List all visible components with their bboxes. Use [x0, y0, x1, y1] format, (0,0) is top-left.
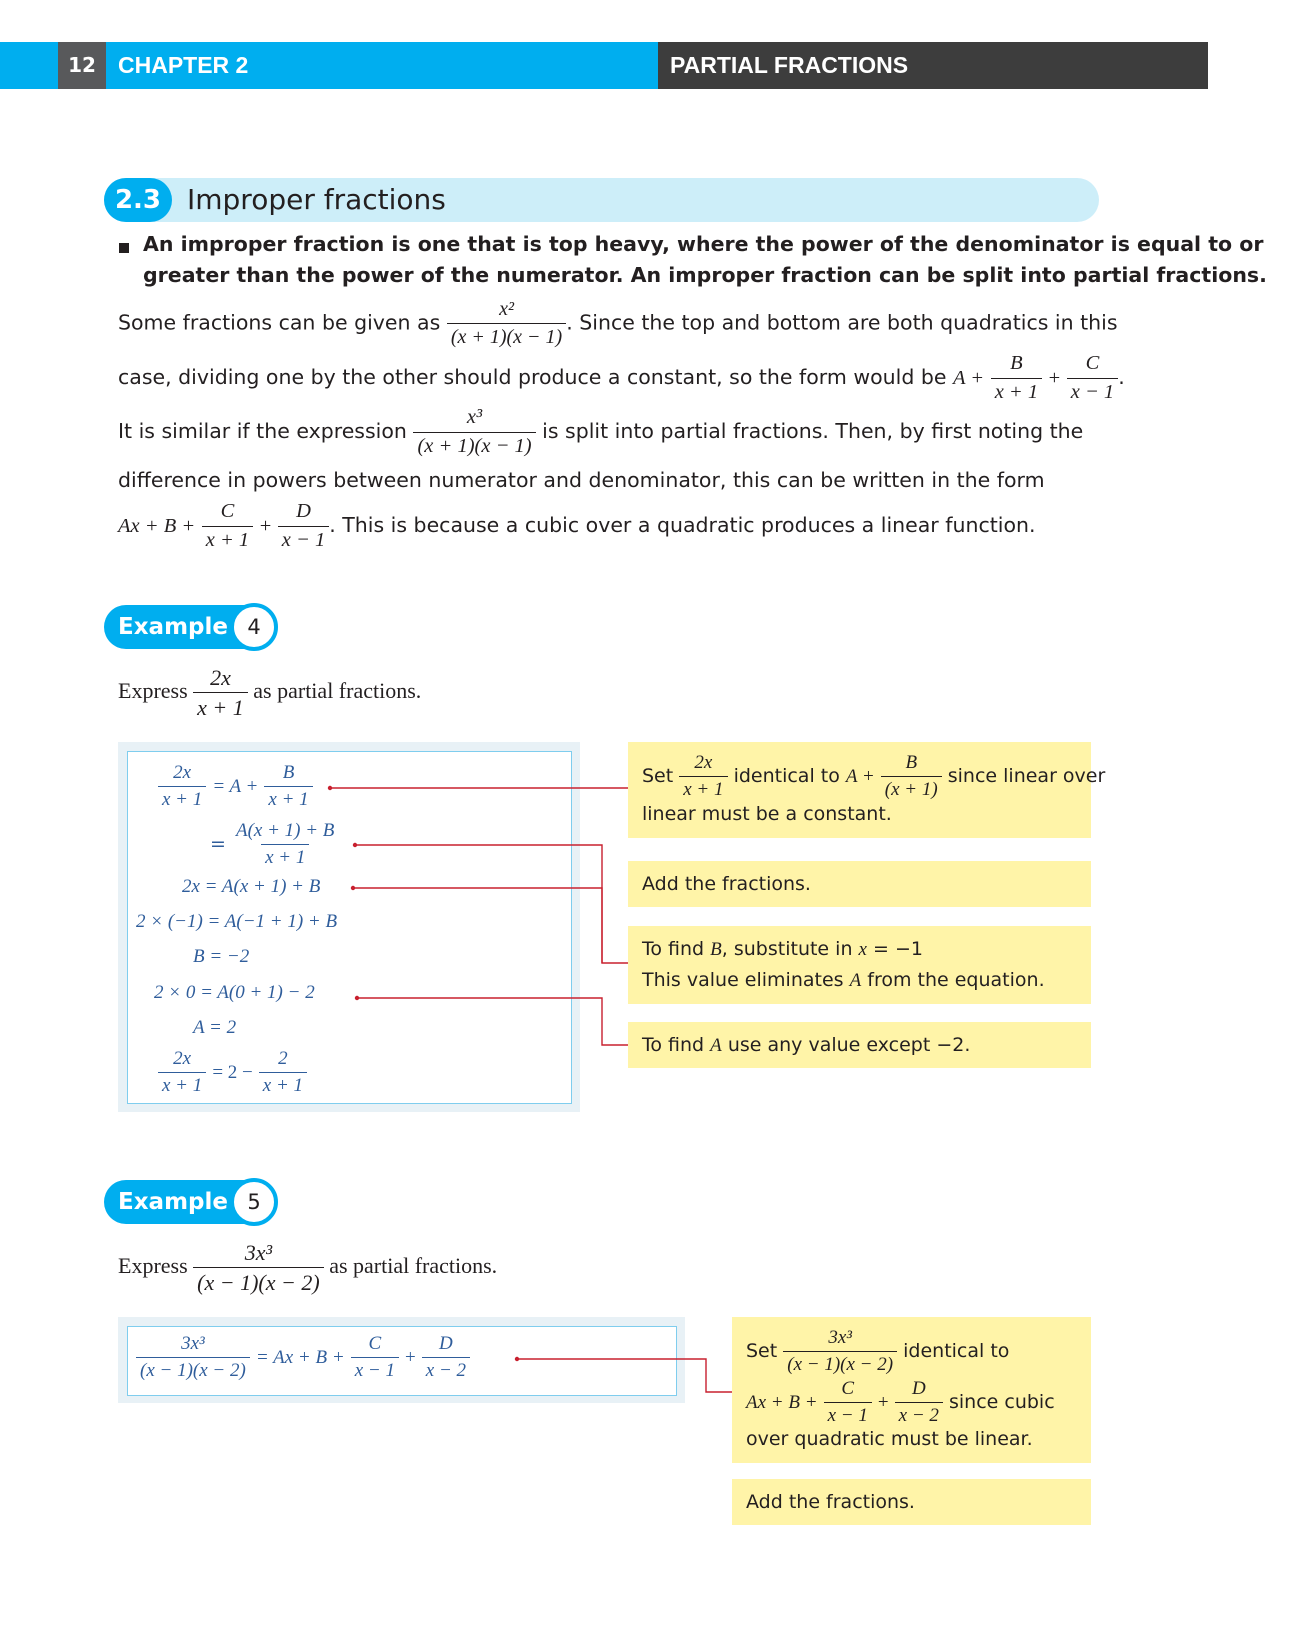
connector-dot	[351, 886, 355, 890]
question-text: as partial fractions.	[253, 677, 422, 703]
math-term: x	[858, 939, 867, 960]
connector-dot	[328, 786, 332, 790]
note-text: To find	[642, 938, 705, 960]
note-text: from the equation.	[867, 969, 1045, 991]
math-operator: =	[210, 832, 226, 855]
note-text: since linear over	[947, 764, 1106, 787]
denominator: x + 1	[259, 1072, 307, 1097]
question-text: as partial fractions.	[329, 1252, 498, 1278]
note-text: over quadratic must be linear.	[746, 1428, 1033, 1451]
connector-line	[357, 998, 628, 1045]
math-operator: +	[877, 1391, 889, 1413]
denominator: x − 1	[351, 1357, 399, 1382]
working-line-5: B = −2	[193, 946, 250, 967]
denominator: x − 1	[824, 1402, 872, 1427]
working-line-7: A = 2	[193, 1017, 237, 1038]
punctuation: .	[1118, 365, 1125, 390]
connector-dot	[515, 1357, 519, 1361]
numerator: C	[1085, 352, 1100, 374]
denominator: (x − 1)(x − 2)	[136, 1357, 250, 1382]
math-term: = 2 −	[212, 1061, 253, 1083]
key-point-line-1: An improper fraction is one that is top heavy, where the power of the denominator is equal to or	[143, 232, 1264, 256]
note-text: = −1	[873, 938, 923, 960]
denominator: x + 1	[991, 378, 1042, 405]
math-term: Ax + B +	[118, 515, 196, 538]
running-title: PARTIAL FRACTIONS	[670, 52, 909, 78]
denominator: x + 1	[202, 526, 253, 553]
denominator: x + 1	[261, 844, 309, 869]
note-text: Set	[642, 764, 674, 787]
connector-line	[517, 1359, 732, 1392]
key-point-line-2: greater than the power of the numerator. An improper fraction can be split into partial fractions.	[143, 263, 1267, 287]
note-add-fractions: Add the fractions.	[628, 861, 1091, 907]
numerator: B	[1010, 352, 1023, 374]
numerator: 3x³	[828, 1327, 852, 1348]
math-term: = A +	[212, 775, 259, 797]
connector-line	[353, 888, 602, 963]
working-line-6: 2 × 0 = A(0 + 1) − 2	[154, 982, 315, 1003]
denominator: x + 1	[193, 692, 248, 720]
denominator: x − 1	[278, 526, 329, 553]
numerator: C	[368, 1333, 382, 1354]
note-text: use any value except −2.	[727, 1034, 971, 1056]
body-text: . Since the top and bottom are both quadratics in this	[566, 310, 1118, 335]
question-text: Express	[118, 1252, 188, 1278]
connector-dot	[353, 843, 357, 847]
numerator: x²	[499, 298, 514, 320]
math-term: B	[710, 939, 722, 960]
note-text: To find	[642, 1034, 705, 1056]
body-text: . This is because a cubic over a quadratic produces a linear function.	[329, 513, 1036, 538]
math-term: A +	[953, 367, 985, 390]
body-text: is split into partial fractions. Then, by first noting the	[542, 419, 1084, 444]
working-line-3: 2x = A(x + 1) + B	[182, 876, 321, 897]
connector-line	[355, 845, 628, 963]
denominator: (x + 1)	[881, 776, 942, 801]
denominator: x − 2	[895, 1402, 943, 1427]
body-text: case, dividing one by the other should produce a constant, so the form would be	[118, 365, 947, 390]
math-operator: +	[1048, 367, 1061, 390]
math-term: A	[710, 1035, 722, 1056]
connector-dot	[355, 996, 359, 1000]
numerator: x³	[466, 406, 483, 428]
denominator: x + 1	[158, 1072, 206, 1097]
numerator: 2x	[173, 762, 192, 783]
note-add-fractions: Add the fractions.	[732, 1479, 1091, 1525]
math-term: Ax + B +	[746, 1391, 818, 1413]
note-text: since cubic	[948, 1390, 1055, 1413]
numerator: C	[220, 500, 235, 522]
denominator: x + 1	[264, 786, 312, 811]
denominator: x + 1	[158, 786, 206, 811]
note-text: identical to	[903, 1339, 1010, 1362]
body-line-4: difference in powers between numerator and denominator, this can be written in the form	[118, 468, 1045, 492]
denominator: (x − 1)(x − 2)	[193, 1267, 324, 1295]
numerator: 3x³	[181, 1333, 205, 1354]
example-number: 4	[230, 603, 278, 651]
working-line-4: 2 × (−1) = A(−1 + 1) + B	[136, 911, 338, 932]
denominator: x − 2	[422, 1357, 470, 1382]
numerator: B	[905, 752, 918, 773]
note-text: Set	[746, 1339, 778, 1362]
numerator: 2x	[173, 1048, 192, 1069]
note-text: , substitute in	[721, 938, 853, 960]
math-term: A	[849, 970, 862, 991]
body-text: It is similar if the expression	[118, 419, 407, 444]
example-label: Example	[118, 614, 228, 640]
denominator: (x − 1)(x − 2)	[783, 1351, 897, 1376]
denominator: x − 1	[1067, 378, 1118, 405]
note-text: This value eliminates	[642, 969, 844, 991]
numerator: 2x	[694, 752, 713, 773]
math-term: = Ax + B +	[255, 1346, 345, 1368]
section-title: Improper fractions	[187, 183, 446, 216]
numerator: D	[911, 1377, 926, 1399]
example-number: 5	[230, 1178, 278, 1226]
math-operator: +	[405, 1346, 416, 1368]
note-text: identical to	[733, 764, 840, 787]
numerator: A(x + 1) + B	[235, 820, 335, 841]
body-text: Some fractions can be given as	[118, 310, 441, 335]
page-number: 12	[58, 42, 106, 89]
example-label: Example	[118, 1189, 228, 1215]
denominator: (x + 1)(x − 1)	[447, 323, 566, 349]
note-text: linear must be a constant.	[642, 802, 892, 825]
question-text: Express	[118, 677, 188, 703]
section-number: 2.3	[104, 178, 172, 222]
chapter-label: CHAPTER 2	[118, 52, 249, 78]
math-term: A +	[845, 765, 875, 787]
numerator: D	[439, 1333, 453, 1354]
numerator: C	[841, 1377, 855, 1399]
numerator: 2	[278, 1048, 288, 1069]
numerator: D	[296, 500, 311, 522]
numerator: B	[282, 762, 295, 783]
numerator: 2x	[210, 665, 231, 690]
math-operator: +	[259, 515, 272, 538]
numerator: 3x³	[244, 1240, 273, 1265]
denominator: x + 1	[679, 776, 727, 801]
denominator: (x + 1)(x − 1)	[413, 432, 535, 459]
